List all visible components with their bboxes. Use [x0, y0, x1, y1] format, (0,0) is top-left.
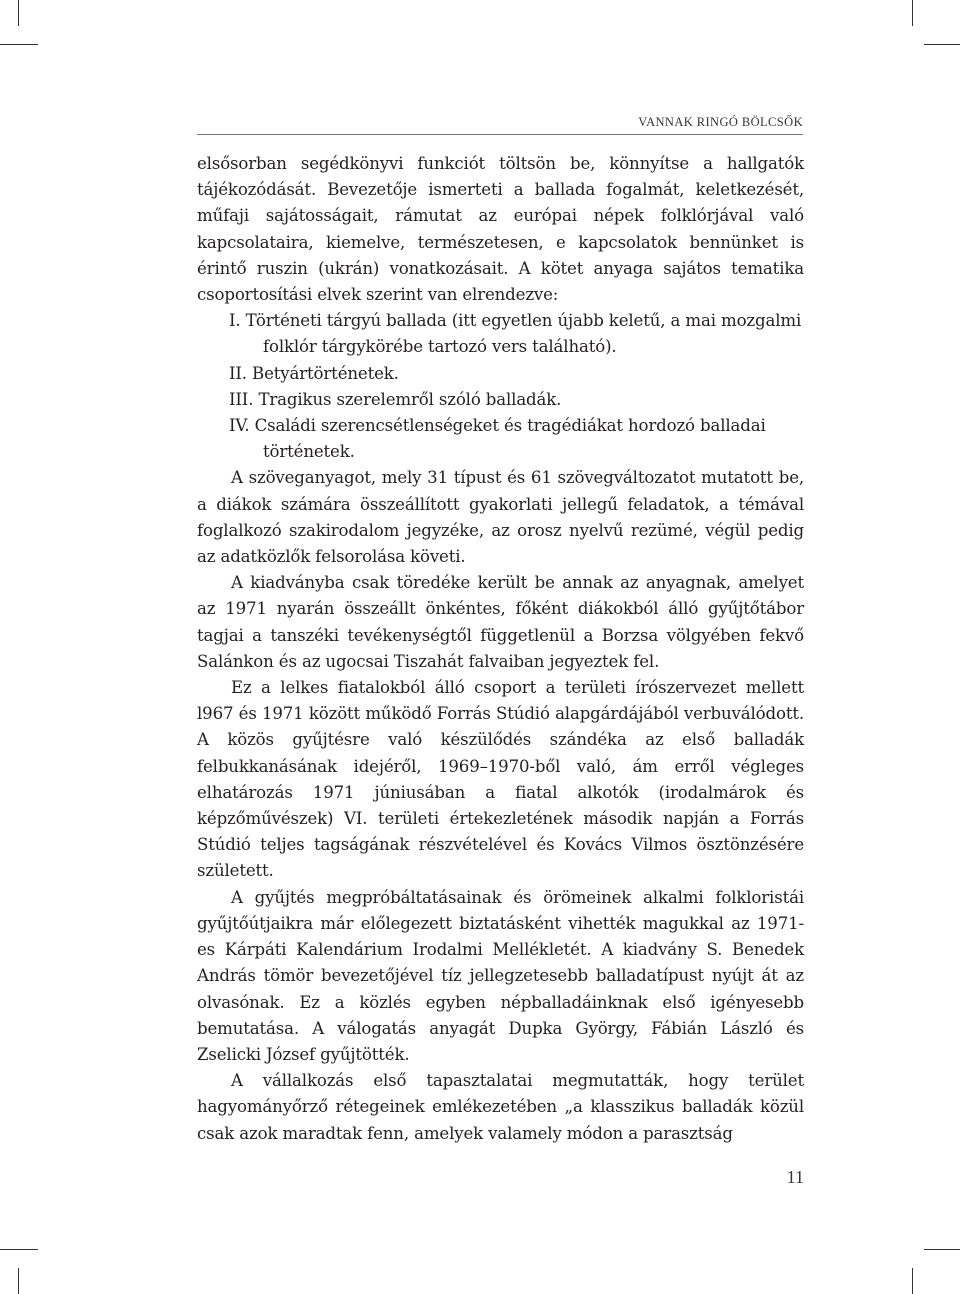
list-item: I. Történeti tárgyú ballada (itt egyetlen újabb keletű, a mai mozgalmi folklór tárgykörébe tartozó vers található).: [229, 311, 802, 357]
list-item: III. Tragikus szerelemről szóló balladák.: [229, 389, 562, 409]
crop-mark: [924, 44, 960, 45]
crop-mark: [0, 1249, 38, 1250]
crop-mark: [912, 0, 913, 26]
paragraph: Ez a lelkes fiatalokból álló csoport a területi írószervezet mellett l967 és 1971 között működő Forrás Stúdió alapgárdájából verbuválódott. A közös gyűjtésre való készülődés szándéka az első balladák felbukkanásának idejéről, 1969–1970-ből való, ám erről végleges elhatározás 1971 júniusában a fiatal alkotók (irodalmárok és képzőművészek) VI. területi értekezletének második napján a Forrás Stúdió teljes tagságának részvételével és Kovács Vilmos ösztönzésére született.: [197, 678, 804, 881]
crop-mark: [0, 44, 38, 45]
paragraph: A kiadványba csak töredéke került be annak az anyagnak, amelyet az 1971 nyarán összeállt önkéntes, főként diákokból álló gyűjtőtábor tagjai a tanszéki tevékenységtől függetlenül a Borzsa völgyében fekvő Salánkon és az ugocsai Tiszahát falvaiban jegyeztek fel.: [197, 573, 804, 671]
paragraph: A gyűjtés megpróbáltatásainak és örömeinek alkalmi folkloristái gyűjtőútjaikra már előlegezett biztatásként vihették magukkal az 1971-es Kárpáti Kalendárium Irodalmi Mellékletét. A kiadvány S. Benedek András tömör bevezetőjével tíz jellegzetesebb balladatípust nyújt át az olvasónak. Ez a közlés egyben népballadáinknak első igényesebb bemutatása. A válogatás anyagát Dupka György, Fábián László és Zselicki József gyűjtötték.: [197, 887, 804, 1064]
list-item: IV. Családi szerencsétlenségeket és tragédiákat hordozó balladai történetek.: [229, 416, 766, 462]
paragraph: A vállalkozás első tapasztalatai megmutatták, hogy terület hagyományőrző rétegeinek emlékezetében „a klasszikus balladák közül csak azok maradtak fenn, amelyek valamely módon a parasztság: [197, 1071, 804, 1143]
chapter-list: [197, 308, 804, 465]
paragraph: A szöveganyagot, mely 31 típust és 61 szövegváltozatot mutatott be, a diákok számára összeállított gyakorlati jellegű feladatok, a témával foglalkozó szakirodalom jegyzéke, az orosz nyelvű rezümé, végül pedig az adatközlők felsorolása követi.: [197, 468, 804, 567]
page-body: [197, 151, 804, 1147]
crop-mark: [924, 1249, 960, 1250]
list-item: II. Betyártörténetek.: [229, 363, 399, 383]
crop-mark: [18, 0, 19, 26]
intro-paragraph: elsősorban segédkönyvi funkciót töltsön be, könnyítse a hallgatók tájékozódását. Bevezetője ismerteti a ballada fogalmát, keletkezését, műfaji sajátosságait, rámutat az európai népek folklórjával való kapcsolataira, kiemelve, természetesen, e kapcsolatok bennünket is érintő ruszin (ukrán) vonatkozásait. A kötet anyaga sajátos tematika csoportosítási elvek szerint van elrendezve:: [197, 154, 804, 305]
crop-mark: [912, 1268, 913, 1294]
page-number: 11: [786, 1167, 804, 1187]
running-header: VANNAK RINGÓ BÖLCSŐK: [638, 115, 803, 129]
crop-mark: [18, 1268, 19, 1294]
header-rule: [197, 134, 803, 135]
